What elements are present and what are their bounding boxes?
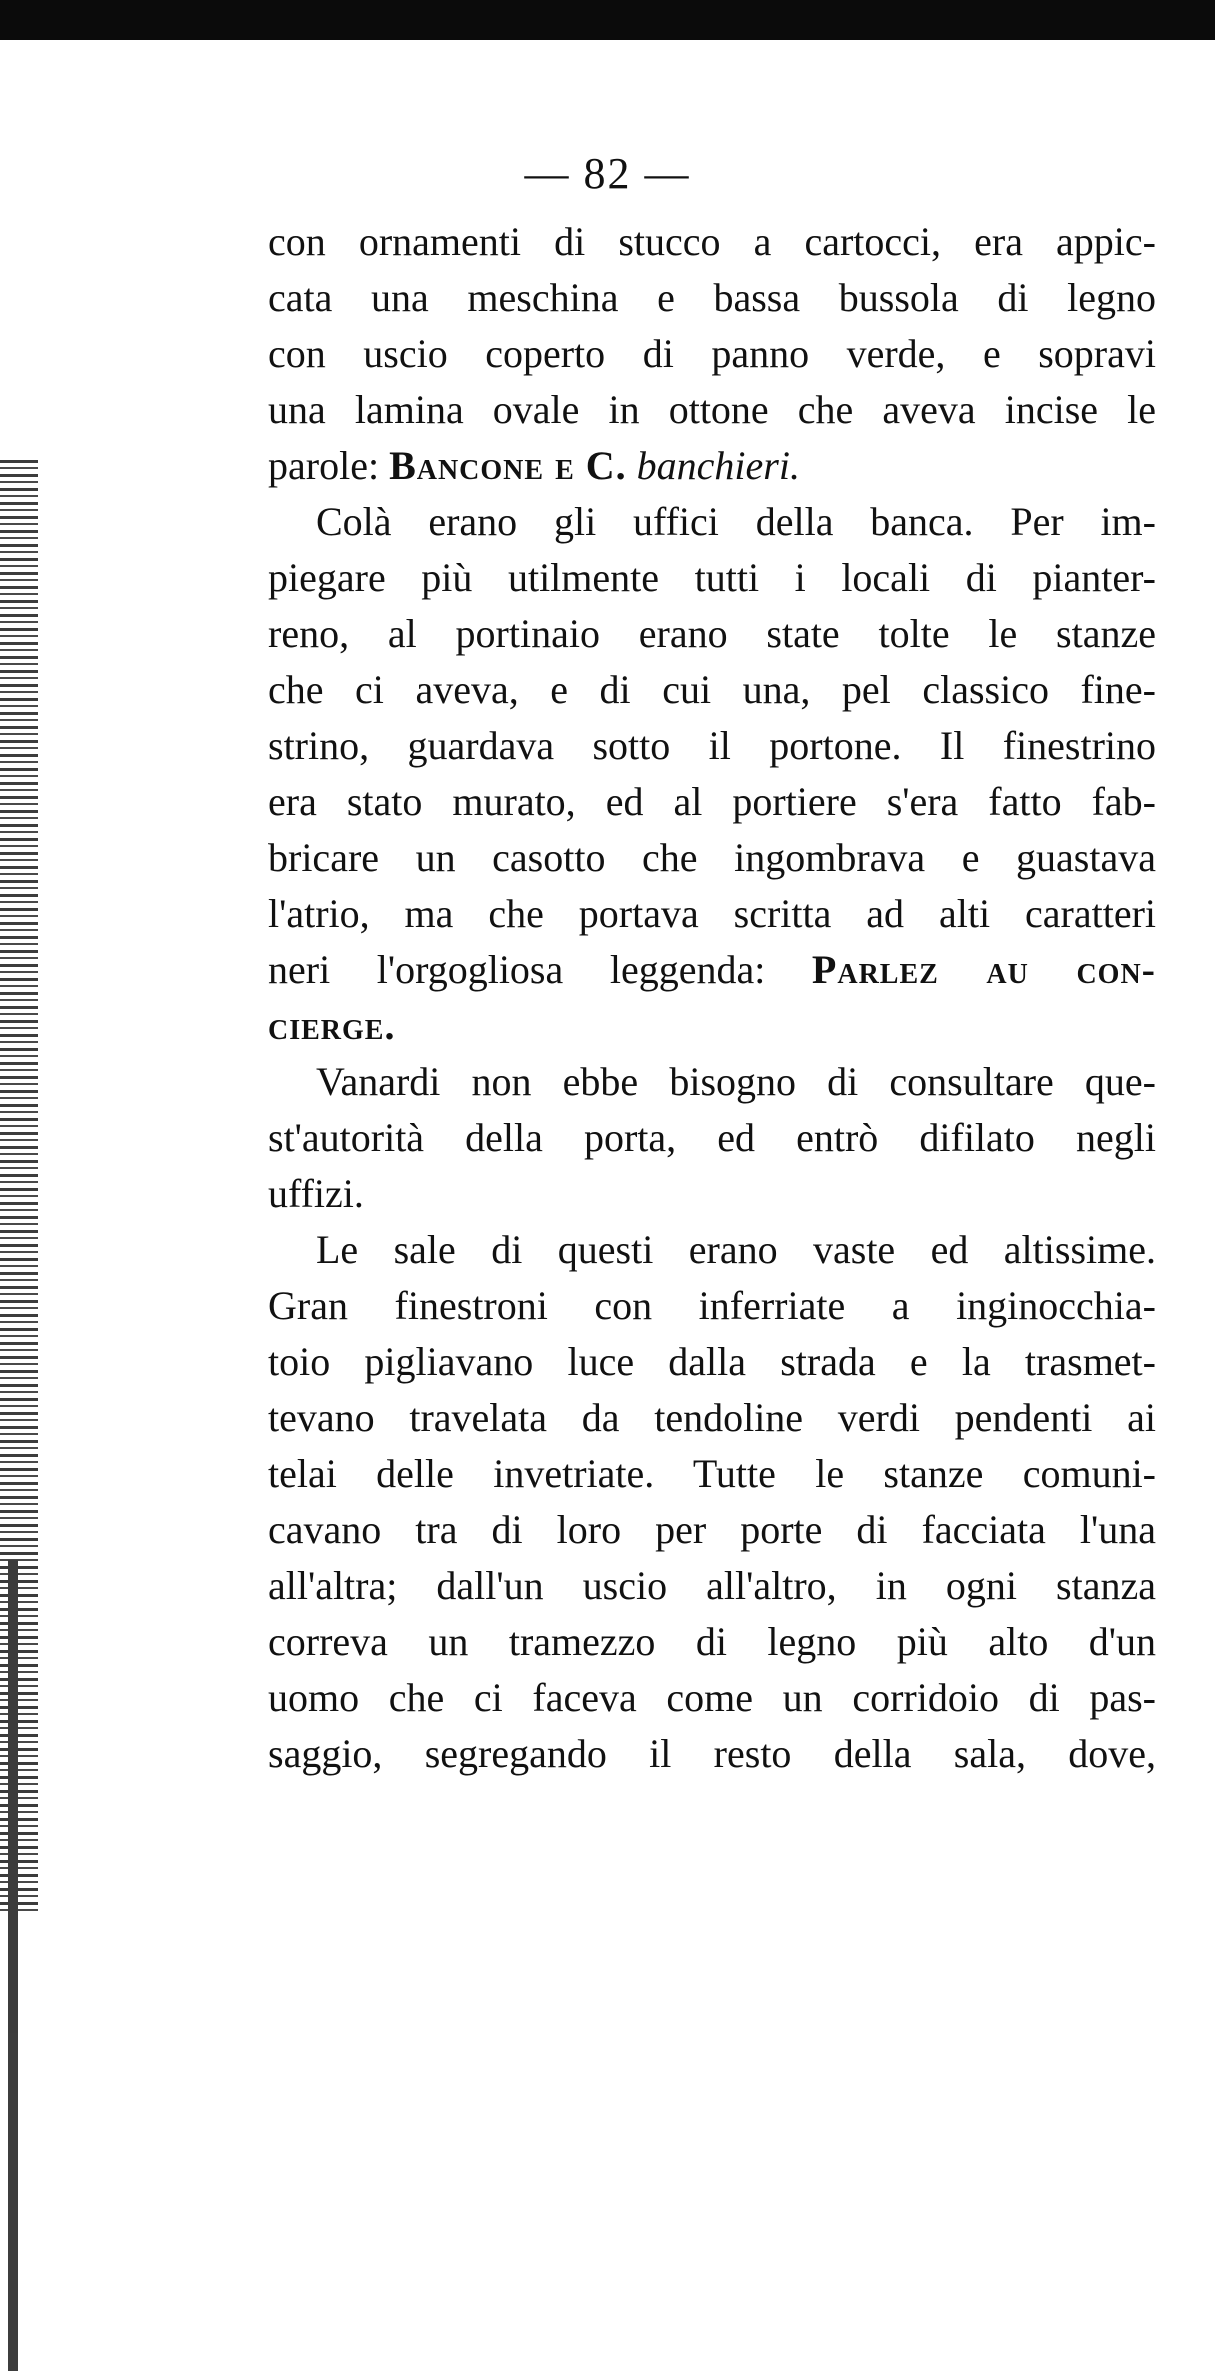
firm-name: Bancone e C.: [389, 443, 627, 488]
text-line: [268, 942, 1156, 998]
text-run: neri l'orgogliosa leggenda:: [268, 947, 812, 992]
sign-text: cierge.: [268, 1003, 396, 1048]
text-line: Le sale di questi erano vaste ed altissime.: [316, 1227, 1156, 1272]
text-line: con ornamenti di stucco a cartocci, era appic-: [268, 219, 1156, 264]
text-line: che ci aveva, e di cui una, pel classico fine-: [268, 667, 1156, 712]
text-line: toio pigliavano luce dalla strada e la trasmet-: [268, 1339, 1156, 1384]
text-line: una lamina ovale in ottone che aveva incise le: [268, 387, 1156, 432]
page-binding-shadow: [8, 1560, 18, 2371]
page-number: — 82 —: [524, 149, 691, 198]
text-line: all'altra; dall'un uscio all'altro, in ogni stanza: [268, 1563, 1156, 1608]
sign-text: Parlez au con-: [811, 947, 1156, 992]
text-line: saggio, segregando il resto della sala, dove,: [268, 1731, 1156, 1776]
text-line: strino, guardava sotto il portone. Il finestrino: [268, 723, 1156, 768]
text-body: [268, 214, 1156, 1782]
text-run: parole:: [268, 443, 390, 488]
text-line: cavano tra di loro per porte di facciata l'una: [268, 1507, 1156, 1552]
text-line: correva un tramezzo di legno più alto d'un: [268, 1619, 1156, 1664]
text-line: [268, 998, 1156, 1054]
text-line: Colà erano gli uffici della banca. Per im-: [316, 499, 1156, 544]
text-line: Vanardi non ebbe bisogno di consultare que-: [316, 1059, 1156, 1104]
text-line: uomo che ci faceva come un corridoio di pas-: [268, 1675, 1156, 1720]
text-line: st'autorità della porta, ed entrò difilato negli: [268, 1115, 1156, 1160]
page-top-border: [0, 0, 1215, 40]
text-line: [268, 438, 1156, 494]
text-line: era stato murato, ed al portiere s'era fatto fab-: [268, 779, 1156, 824]
text-line: con uscio coperto di panno verde, e sopravi: [268, 331, 1156, 376]
firm-title: banchieri.: [626, 443, 800, 488]
page-binding-edge: [0, 460, 38, 1911]
text-line: uffizi.: [268, 1171, 364, 1216]
text-line: Gran finestroni con inferriate a inginocchia-: [268, 1283, 1156, 1328]
text-line: piegare più utilmente tutti i locali di pianter-: [268, 555, 1156, 600]
text-line: tevano travelata da tendoline verdi pendenti ai: [268, 1395, 1156, 1440]
text-line: telai delle invetriate. Tutte le stanze comuni-: [268, 1451, 1156, 1496]
text-line: l'atrio, ma che portava scritta ad alti caratteri: [268, 891, 1156, 936]
text-line: bricare un casotto che ingombrava e guastava: [268, 835, 1156, 880]
text-line: cata una meschina e bassa bussola di legno: [268, 275, 1156, 320]
text-line: reno, al portinaio erano state tolte le stanze: [268, 611, 1156, 656]
